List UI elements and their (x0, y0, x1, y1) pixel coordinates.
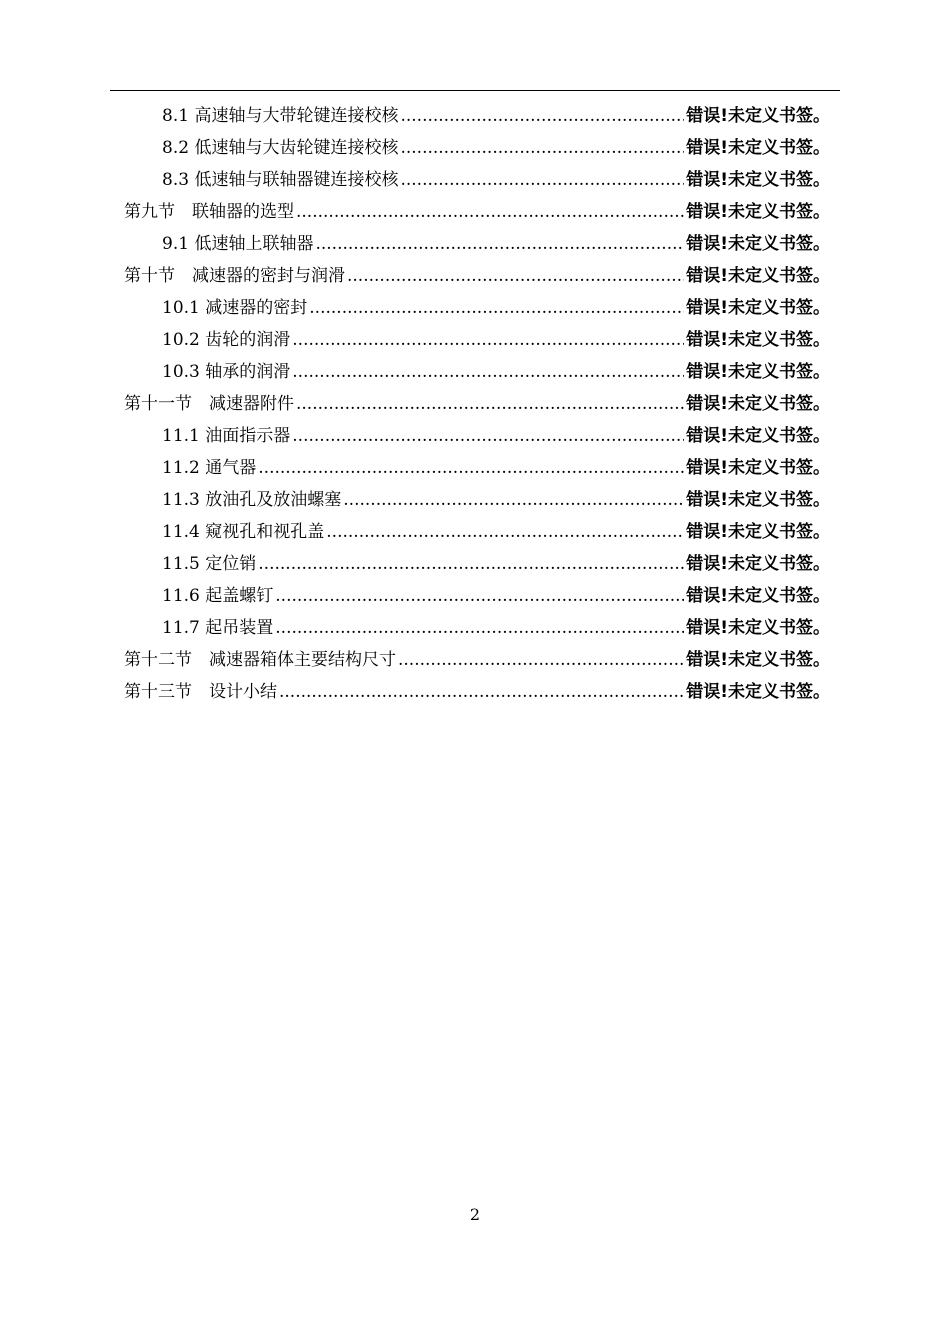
toc-entry-page: 错误!未定义书签。 (686, 106, 830, 126)
dot-leader (292, 324, 684, 356)
dot-leader (258, 452, 684, 484)
toc-entry-page: 错误!未定义书签。 (686, 458, 830, 478)
toc-entry-11-2[interactable] (124, 452, 830, 484)
toc-entry-section-9[interactable] (124, 196, 830, 228)
toc-entry-11-3[interactable] (124, 484, 830, 516)
toc-entry-title: 11.1 油面指示器 (162, 426, 291, 446)
toc-entry-11-4[interactable] (124, 516, 830, 548)
toc-entry-page: 错误!未定义书签。 (686, 394, 830, 414)
toc-entry-page: 错误!未定义书签。 (686, 586, 830, 606)
toc-entry-page: 错误!未定义书签。 (686, 682, 830, 702)
dot-leader (347, 260, 684, 292)
dot-leader (279, 676, 684, 708)
dot-leader (296, 388, 684, 420)
dot-leader (400, 164, 684, 196)
toc-entry-8-2[interactable] (124, 132, 830, 164)
dot-leader (275, 580, 684, 612)
dot-leader (296, 196, 684, 228)
toc-entry-page: 错误!未定义书签。 (686, 298, 830, 318)
toc-entry-title: 第十一节 减速器附件 (124, 394, 294, 414)
dot-leader (315, 228, 684, 260)
toc-entry-title: 8.2 低速轴与大齿轮键连接校核 (162, 138, 399, 158)
toc-entry-section-12[interactable] (124, 644, 830, 676)
dot-leader (275, 612, 684, 644)
toc-entry-11-6[interactable] (124, 580, 830, 612)
toc-entry-page: 错误!未定义书签。 (686, 138, 830, 158)
toc-entry-title: 11.7 起吊装置 (162, 618, 274, 638)
toc-entry-title: 第十二节 减速器箱体主要结构尺寸 (124, 650, 396, 670)
dot-leader (292, 356, 684, 388)
table-of-contents (124, 100, 830, 708)
toc-entry-page: 错误!未定义书签。 (686, 234, 830, 254)
toc-entry-title: 11.4 窥视孔和视孔盖 (162, 522, 325, 542)
dot-leader (400, 100, 684, 132)
toc-entry-page: 错误!未定义书签。 (686, 554, 830, 574)
toc-entry-section-10[interactable] (124, 260, 830, 292)
toc-entry-8-3[interactable] (124, 164, 830, 196)
toc-entry-8-1[interactable] (124, 100, 830, 132)
toc-entry-title: 11.5 定位销 (162, 554, 257, 574)
dot-leader (400, 132, 684, 164)
toc-entry-section-11[interactable] (124, 388, 830, 420)
toc-entry-page: 错误!未定义书签。 (686, 170, 830, 190)
dot-leader (309, 292, 684, 324)
dot-leader (258, 548, 684, 580)
toc-entry-section-13[interactable] (124, 676, 830, 708)
toc-entry-title: 9.1 低速轴上联轴器 (162, 234, 314, 254)
toc-entry-title: 10.3 轴承的润滑 (162, 362, 291, 382)
toc-entry-title: 11.2 通气器 (162, 458, 257, 478)
toc-entry-title: 8.3 低速轴与联轴器键连接校核 (162, 170, 399, 190)
toc-entry-page: 错误!未定义书签。 (686, 330, 830, 350)
toc-entry-page: 错误!未定义书签。 (686, 266, 830, 286)
toc-entry-11-5[interactable] (124, 548, 830, 580)
toc-entry-page: 错误!未定义书签。 (686, 426, 830, 446)
toc-entry-10-2[interactable] (124, 324, 830, 356)
page-number: 2 (469, 1205, 481, 1224)
toc-entry-page: 错误!未定义书签。 (686, 202, 830, 222)
toc-entry-title: 第十节 减速器的密封与润滑 (124, 266, 345, 286)
toc-entry-page: 错误!未定义书签。 (686, 490, 830, 510)
toc-entry-page: 错误!未定义书签。 (686, 618, 830, 638)
header-rule (110, 90, 840, 91)
toc-entry-11-1[interactable] (124, 420, 830, 452)
toc-entry-title: 11.3 放油孔及放油螺塞 (162, 490, 342, 510)
dot-leader (343, 484, 684, 516)
toc-entry-page: 错误!未定义书签。 (686, 522, 830, 542)
toc-entry-title: 10.2 齿轮的润滑 (162, 330, 291, 350)
toc-entry-title: 8.1 高速轴与大带轮键连接校核 (162, 106, 399, 126)
dot-leader (398, 644, 684, 676)
toc-entry-11-7[interactable] (124, 612, 830, 644)
toc-entry-page: 错误!未定义书签。 (686, 362, 830, 382)
toc-entry-title: 11.6 起盖螺钉 (162, 586, 274, 606)
dot-leader (292, 420, 684, 452)
toc-entry-page: 错误!未定义书签。 (686, 650, 830, 670)
toc-entry-9-1[interactable] (124, 228, 830, 260)
toc-entry-title: 第九节 联轴器的选型 (124, 202, 294, 222)
dot-leader (326, 516, 684, 548)
toc-entry-title: 第十三节 设计小结 (124, 682, 277, 702)
toc-entry-10-3[interactable] (124, 356, 830, 388)
toc-entry-10-1[interactable] (124, 292, 830, 324)
toc-entry-title: 10.1 减速器的密封 (162, 298, 308, 318)
